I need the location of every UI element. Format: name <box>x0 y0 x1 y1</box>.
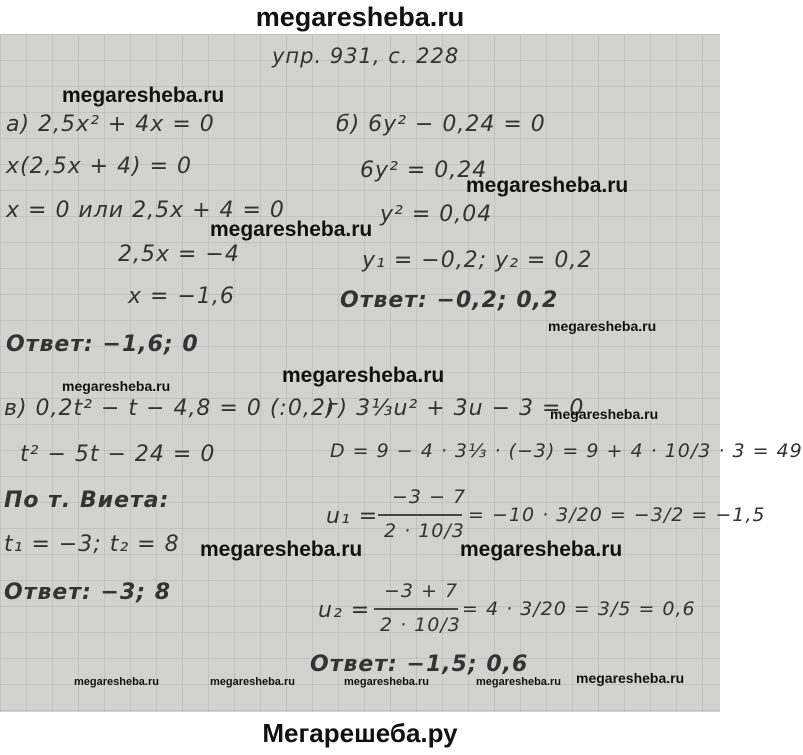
watermark: megaresheba.ru <box>200 538 363 561</box>
part-v-answer: Ответ: −3; 8 <box>4 580 172 605</box>
exercise-heading: упр. 931, с. 228 <box>272 44 460 68</box>
part-g-u2-denominator: 2 · 10/3 <box>380 614 461 636</box>
part-a-line-5: x = −1,6 <box>128 284 235 309</box>
part-g-u2-label: u₂ = <box>318 598 371 623</box>
site-title-footer: Мегарешеба.ру <box>0 712 720 755</box>
part-g-u2-fraction-bar <box>374 608 458 610</box>
part-b-answer: Ответ: −0,2; 0,2 <box>340 288 559 313</box>
part-v-line-4: t₁ = −3; t₂ = 8 <box>4 532 180 557</box>
watermark: megaresheba.ru <box>550 406 659 422</box>
part-b-line-1: б) 6y² − 0,24 = 0 <box>336 112 546 137</box>
part-b-line-4: y₁ = −0,2; y₂ = 0,2 <box>362 248 593 273</box>
part-b-line-3: y² = 0,04 <box>380 202 493 227</box>
watermark: megaresheba.ru <box>548 318 657 334</box>
part-v-line-1: в) 0,2t² − t − 4,8 = 0 (:0,2) <box>4 396 336 421</box>
watermark: megaresheba.ru <box>466 174 629 197</box>
watermark: megaresheba.ru <box>62 378 171 394</box>
part-a-answer: Ответ: −1,6; 0 <box>6 332 199 357</box>
part-g-u1-result: = −10 · 3/20 = −3/2 = −1,5 <box>468 504 766 526</box>
watermark: megaresheba.ru <box>282 364 445 387</box>
part-g-answer: Ответ: −1,5; 0,6 <box>310 652 529 677</box>
watermark: megaresheba.ru <box>62 84 225 107</box>
watermark: megaresheba.ru <box>210 676 295 688</box>
part-a-line-4: 2,5x = −4 <box>118 242 240 267</box>
watermark: megaresheba.ru <box>344 676 429 688</box>
part-g-u1-numerator: −3 − 7 <box>392 486 467 508</box>
part-a-line-2: x(2,5x + 4) = 0 <box>6 154 193 179</box>
part-g-u2-result: = 4 · 3/20 = 3/5 = 0,6 <box>462 598 696 620</box>
part-g-discriminant: D = 9 − 4 · 3⅓ · (−3) = 9 + 4 · 10/3 · 3 = 49 <box>330 440 803 462</box>
part-g-u1-fraction-bar <box>378 514 462 516</box>
notebook-page <box>0 34 803 712</box>
watermark: megaresheba.ru <box>476 676 561 688</box>
watermark: megaresheba.ru <box>210 218 373 241</box>
watermark: megaresheba.ru <box>460 538 623 561</box>
part-b-line-2: 6y² = 0,24 <box>360 158 488 183</box>
watermark: megaresheba.ru <box>74 676 159 688</box>
watermark: megaresheba.ru <box>576 670 685 686</box>
part-v-line-2: t² − 5t − 24 = 0 <box>20 442 216 467</box>
site-title-header: megaresheba.ru <box>255 2 465 32</box>
part-a-line-1: а) 2,5x² + 4x = 0 <box>6 112 215 137</box>
part-g-u1-label: u₁ = <box>326 504 379 529</box>
part-g-u2-numerator: −3 + 7 <box>384 580 459 602</box>
part-a-line-3: x = 0 или 2,5x + 4 = 0 <box>6 198 285 223</box>
part-g-line-1: г) 3⅓u² + 3u − 3 = 0 <box>326 396 585 421</box>
part-v-line-3: По т. Виета: <box>4 488 170 513</box>
part-g-u1-denominator: 2 · 10/3 <box>384 520 465 542</box>
